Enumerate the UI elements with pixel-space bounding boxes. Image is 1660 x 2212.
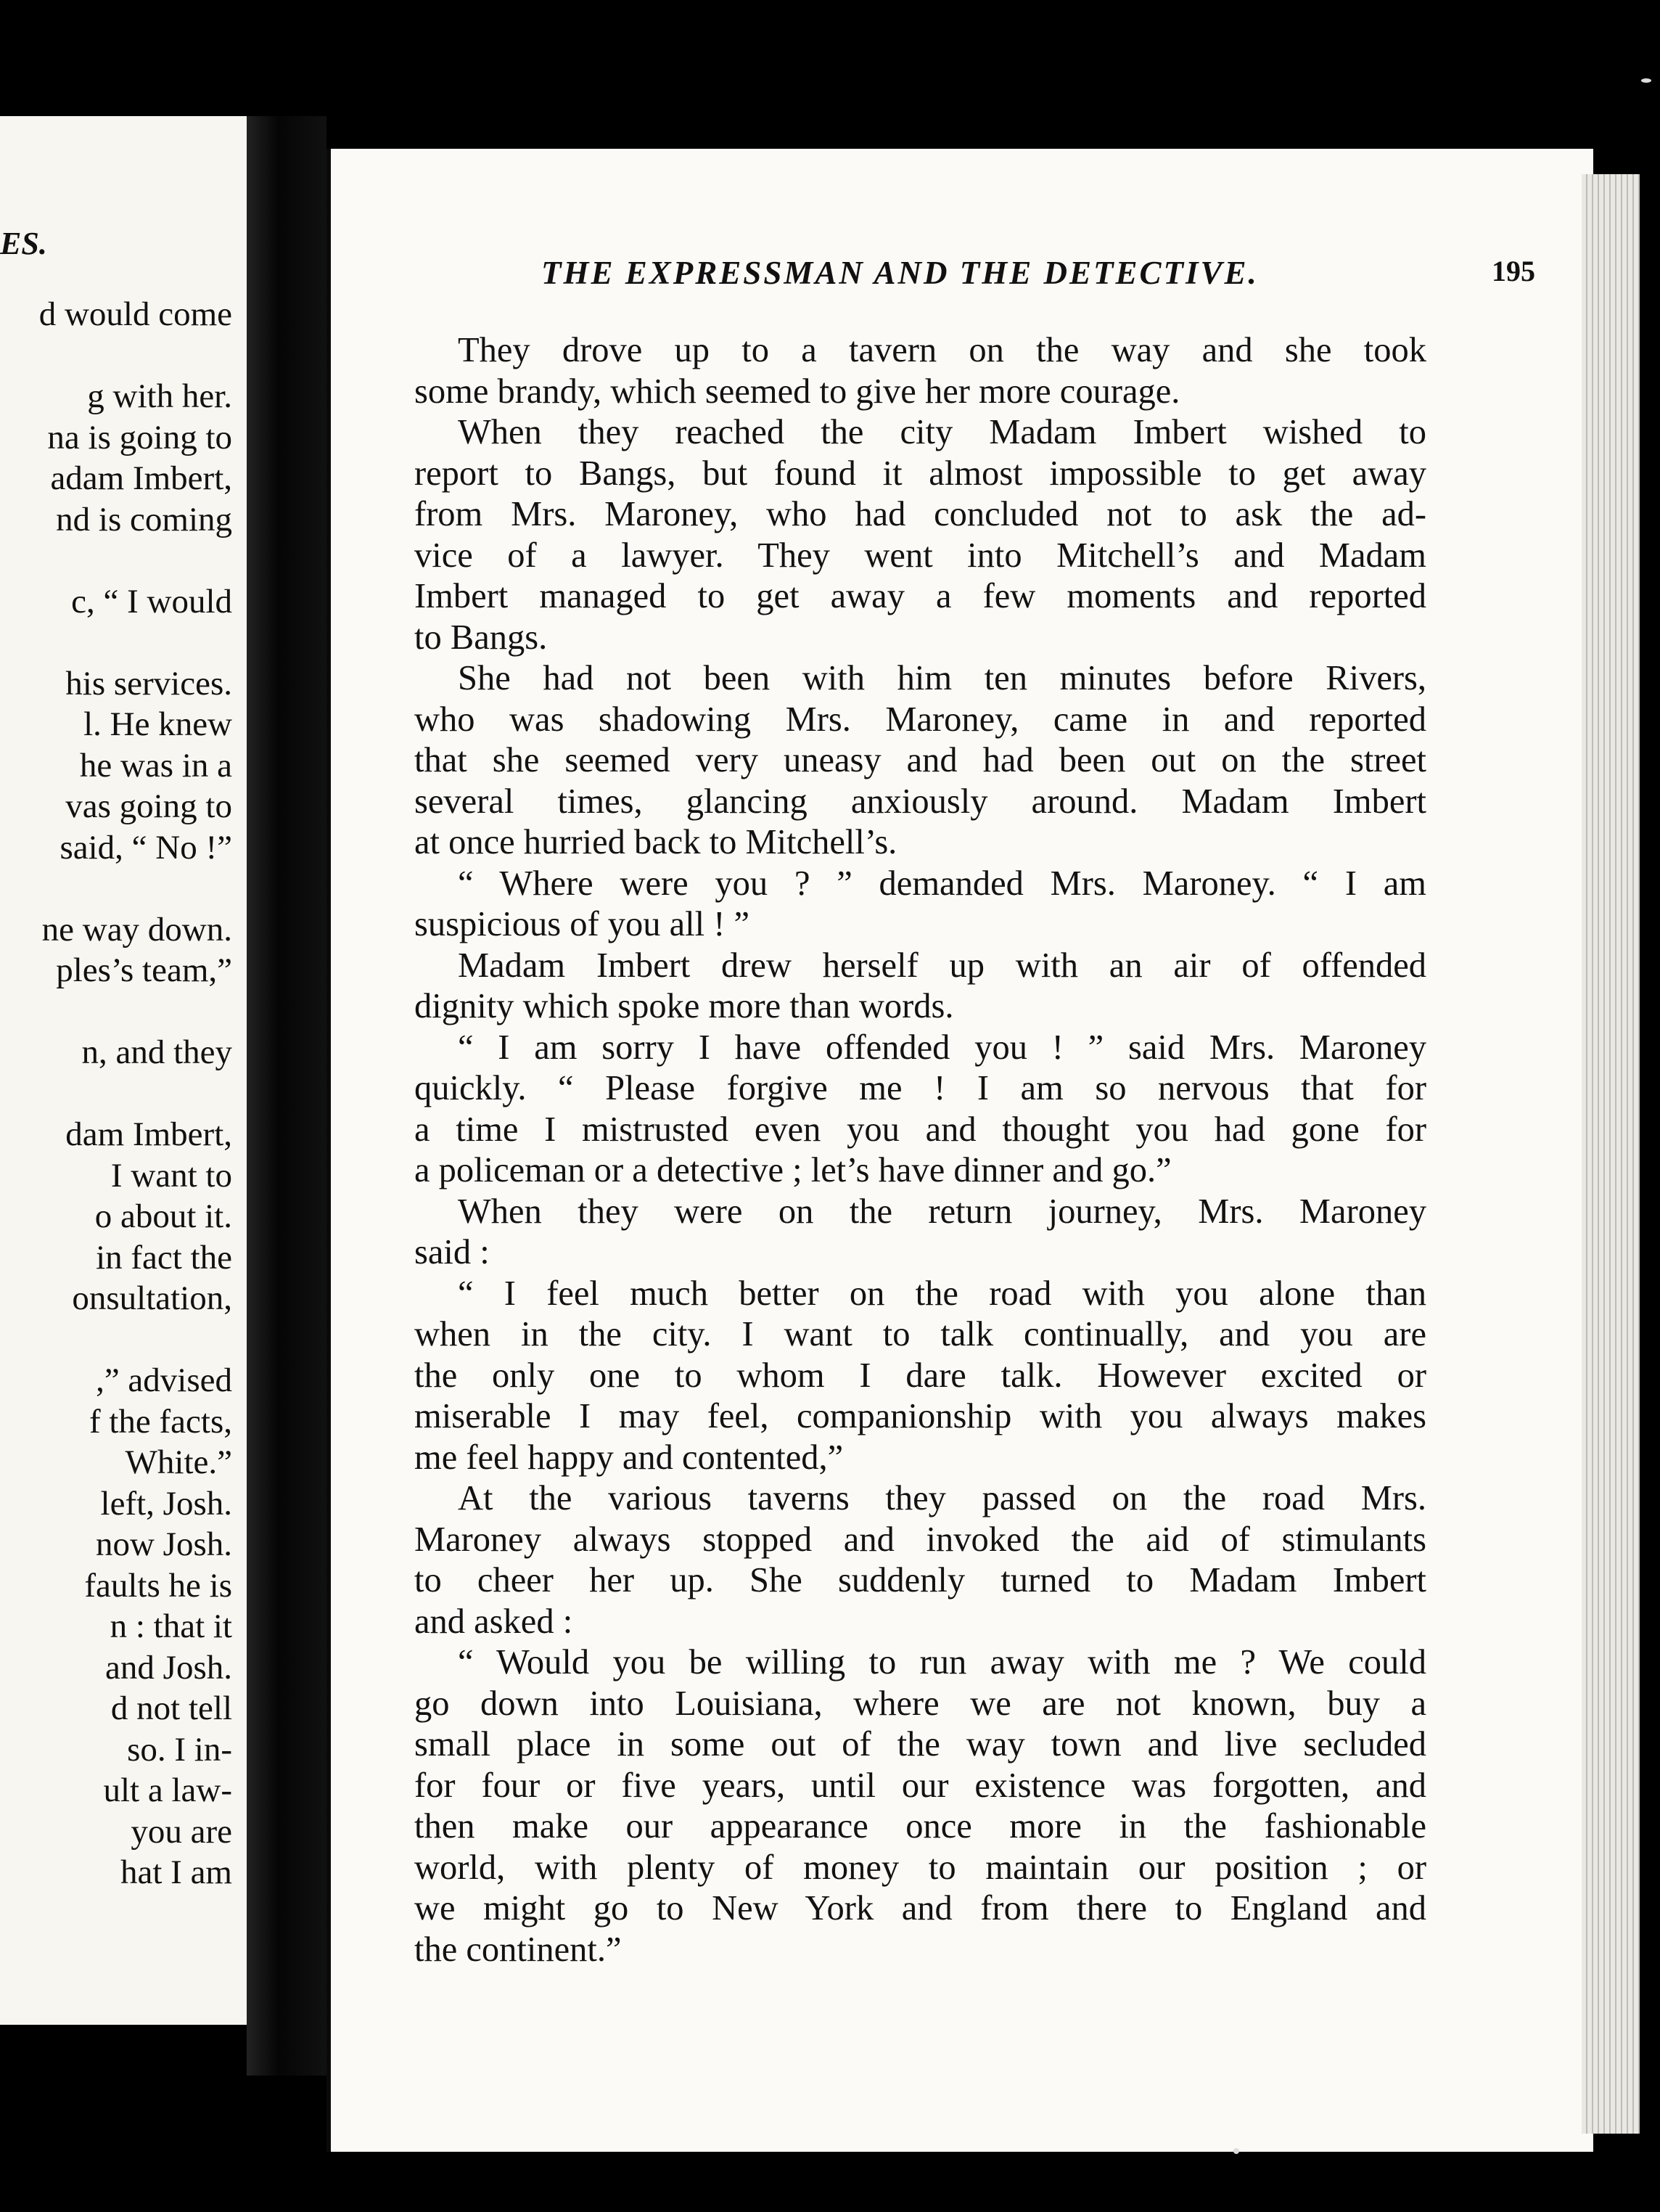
left-text-line: f the facts, bbox=[89, 1402, 232, 1441]
book-gutter-shadow bbox=[247, 116, 326, 2076]
scan-speck bbox=[1233, 2148, 1239, 2154]
page-edges bbox=[1582, 174, 1640, 2134]
left-text-line: White.” bbox=[125, 1443, 232, 1481]
text-line: and asked : bbox=[414, 1602, 573, 1641]
left-text-line: hat I am bbox=[120, 1853, 232, 1891]
text-line: When they were on the return journey, Mrs. Maroney bbox=[458, 1192, 1426, 1231]
text-line: They drove up to a tavern on the way and she took bbox=[458, 331, 1426, 369]
text-line: to cheer her up. She suddenly turned to Madam Imbert bbox=[414, 1561, 1426, 1599]
text-line: some brandy, which seemed to give her more courage. bbox=[414, 372, 1180, 411]
left-text-line bbox=[0, 335, 232, 377]
text-line: small place in some out of the way town and live secluded bbox=[414, 1725, 1426, 1764]
left-text-line: said, “ No !” bbox=[59, 828, 232, 867]
left-text-line: vas going to bbox=[65, 787, 232, 825]
scan-speck bbox=[1641, 78, 1651, 83]
text-line: “ I feel much better on the road with you alone than bbox=[458, 1274, 1426, 1313]
left-text-line bbox=[0, 1319, 232, 1361]
left-text-line bbox=[0, 622, 232, 663]
left-text-line: onsultation, bbox=[72, 1279, 232, 1317]
text-line: Madam Imbert drew herself up with an air of offended bbox=[458, 946, 1426, 985]
text-line: when in the city. I want to talk continually, and you are bbox=[414, 1315, 1426, 1353]
text-line: we might go to New York and from there to England and bbox=[414, 1889, 1426, 1928]
left-text-line: left, Josh. bbox=[100, 1484, 232, 1523]
left-text-line bbox=[0, 1073, 232, 1115]
left-text-line: ult a law- bbox=[103, 1771, 232, 1809]
text-line: suspicious of you all ! ” bbox=[414, 905, 750, 943]
text-line: vice of a lawyer. They went into Mitchell’s and Madam bbox=[414, 536, 1426, 575]
left-text-line: na is going to bbox=[47, 418, 232, 456]
text-line: Maroney always stopped and invoked the aid of stimulants bbox=[414, 1520, 1426, 1559]
left-text-line: n, and they bbox=[81, 1033, 232, 1071]
text-line: world, with plenty of money to maintain our position ; or bbox=[414, 1848, 1426, 1887]
left-page-fragment bbox=[0, 116, 247, 2025]
running-title: THE EXPRESSMAN AND THE DETECTIVE. bbox=[541, 255, 1259, 291]
left-text-line: I want to bbox=[110, 1156, 232, 1195]
text-line: several times, glancing anxiously around. Madam Imbert bbox=[414, 782, 1426, 821]
left-text-line: faults he is bbox=[84, 1566, 232, 1605]
text-line: at once hurried back to Mitchell’s. bbox=[414, 823, 897, 861]
left-text-line: dam Imbert, bbox=[65, 1115, 232, 1153]
left-text-line: he was in a bbox=[79, 746, 232, 785]
body-text bbox=[414, 330, 1426, 1970]
text-line: At the various taverns they passed on the road Mrs. bbox=[458, 1479, 1426, 1517]
left-text-line: his services. bbox=[65, 664, 232, 702]
text-line: then make our appearance once more in the fashionable bbox=[414, 1807, 1426, 1846]
text-line: go down into Louisiana, where we are not known, buy a bbox=[414, 1684, 1426, 1723]
left-text-line: now Josh. bbox=[95, 1525, 232, 1563]
left-text-line: ples’s team,” bbox=[56, 951, 232, 989]
text-line: report to Bangs, but found it almost impossible to get away bbox=[414, 454, 1426, 493]
left-text-line: nd is coming bbox=[56, 500, 232, 538]
text-line: Imbert managed to get away a few moments and reported bbox=[414, 577, 1426, 615]
text-line: When they reached the city Madam Imbert wished to bbox=[458, 413, 1426, 451]
left-text-line: c, “ I would bbox=[71, 582, 232, 620]
left-text-line: adam Imbert, bbox=[50, 459, 232, 497]
left-text-line bbox=[0, 991, 232, 1033]
text-line: from Mrs. Maroney, who had concluded not to ask the ad- bbox=[414, 495, 1426, 533]
left-text-line: d would come bbox=[38, 295, 232, 333]
left-text-line bbox=[0, 868, 232, 909]
left-text-line: o about it. bbox=[94, 1197, 232, 1235]
text-line: “ Where were you ? ” demanded Mrs. Maroney. “ I am bbox=[458, 864, 1426, 903]
left-text-line: d not tell bbox=[110, 1689, 232, 1727]
text-line: the continent.” bbox=[414, 1930, 622, 1969]
text-line: who was shadowing Mrs. Maroney, came in and reported bbox=[414, 700, 1426, 739]
left-page-text bbox=[0, 294, 232, 1893]
left-text-line: in fact the bbox=[96, 1238, 232, 1277]
text-line: dignity which spoke more than words. bbox=[414, 987, 954, 1025]
running-head bbox=[541, 254, 1535, 305]
left-text-line: n : that it bbox=[110, 1607, 232, 1645]
left-text-line: ne way down. bbox=[41, 910, 232, 949]
left-text-line: you are bbox=[131, 1812, 232, 1851]
text-line: said : bbox=[414, 1233, 490, 1271]
text-line: the only one to whom I dare talk. However excited or bbox=[414, 1356, 1426, 1395]
right-page bbox=[326, 149, 1593, 2152]
left-text-line: so. I in- bbox=[127, 1730, 232, 1769]
left-text-line: l. He knew bbox=[83, 705, 232, 743]
text-line: “ Would you be willing to run away with me ? We could bbox=[458, 1643, 1426, 1681]
text-line: for four or five years, until our existence was forgotten, and bbox=[414, 1766, 1426, 1805]
text-line: a policeman or a detective ; let’s have dinner and go.” bbox=[414, 1151, 1172, 1189]
text-line: to Bangs. bbox=[414, 618, 548, 657]
text-line: “ I am sorry I have offended you ! ” said Mrs. Maroney bbox=[458, 1028, 1426, 1067]
left-text-line: ,” advised bbox=[96, 1361, 232, 1399]
text-line: a time I mistrusted even you and thought you had gone for bbox=[414, 1110, 1426, 1149]
left-text-line bbox=[0, 540, 232, 581]
text-line: that she seemed very uneasy and had been out on the street bbox=[414, 741, 1426, 779]
page-number: 195 bbox=[1492, 255, 1535, 287]
left-text-line: and Josh. bbox=[105, 1648, 232, 1687]
text-line: She had not been with him ten minutes before Rivers, bbox=[458, 659, 1426, 697]
left-text-line: g with her. bbox=[87, 377, 232, 415]
text-line: miserable I may feel, companionship with you always makes bbox=[414, 1397, 1426, 1435]
left-running-head-fragment: ES. bbox=[0, 226, 47, 261]
text-line: me feel happy and contented,” bbox=[414, 1438, 844, 1477]
text-line: quickly. “ Please forgive me ! I am so nervous that for bbox=[414, 1069, 1426, 1107]
